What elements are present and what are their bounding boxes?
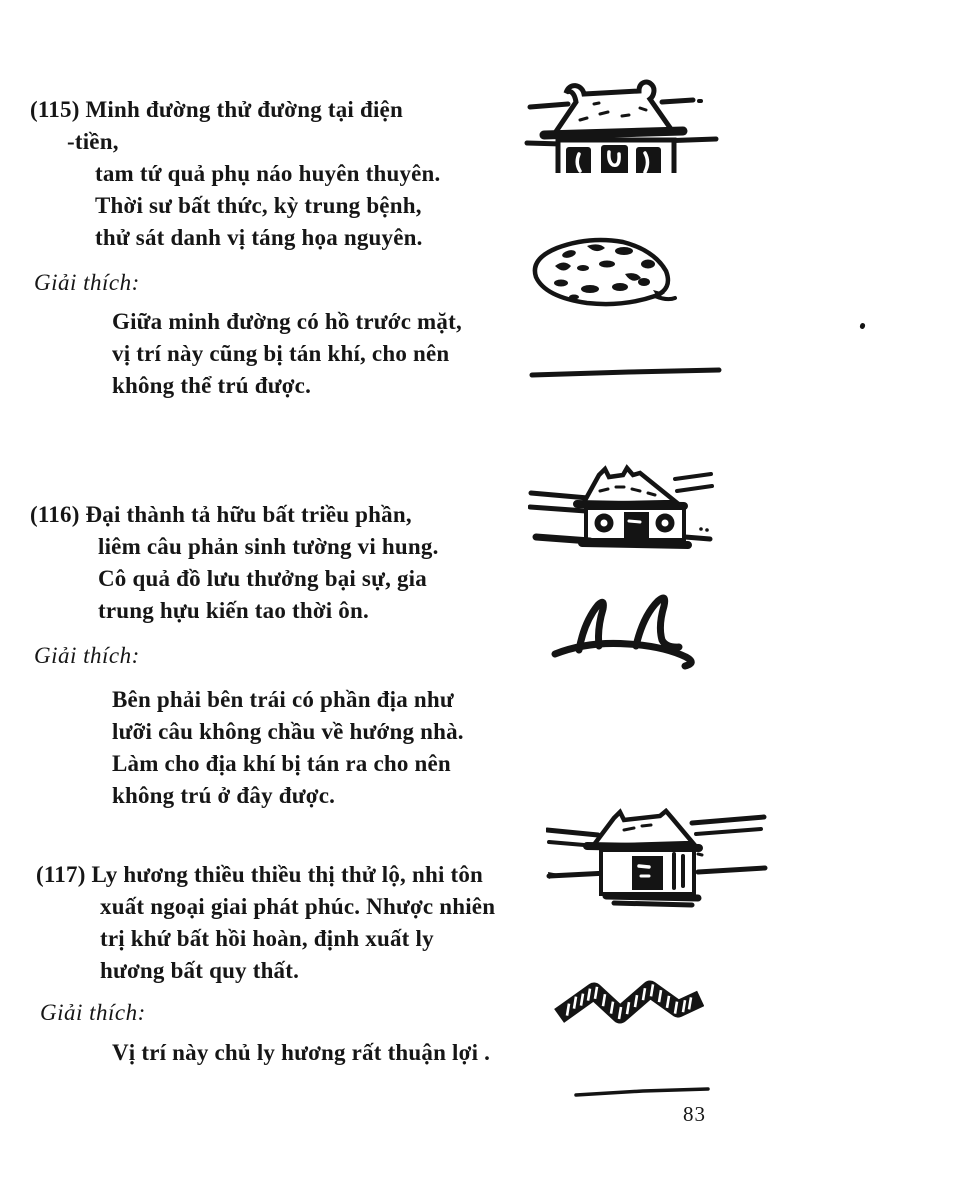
explain-label-117: Giải thích: xyxy=(40,1000,146,1025)
verse-117 xyxy=(36,859,576,987)
verse-line: Cô quả đồ lưu thưởng bại sự, gia xyxy=(98,566,427,591)
explain-label-116: Giải thích: xyxy=(34,643,140,668)
verse-115 xyxy=(30,94,570,254)
explain-line: không thể trú được. xyxy=(112,373,312,398)
explain-line: Làm cho địa khí bị tán ra cho nên xyxy=(112,751,451,776)
explain-label-115: Giải thích: xyxy=(34,270,140,295)
verse-line: xuất ngoại giai phát phúc. Nhược nhiên xyxy=(100,894,496,919)
explain-line: Giữa minh đường có hồ trước mặt, xyxy=(112,309,462,334)
verse-line: thử sát danh vị táng họa nguyên. xyxy=(95,225,423,250)
verse-line: trung hựu kiến tao thời ôn. xyxy=(98,598,369,623)
explanation-116 xyxy=(112,684,572,812)
explain-line: lưỡi câu không chầu về hướng nhà. xyxy=(112,719,464,744)
explain-line: vị trí này cũng bị tán khí, cho nên xyxy=(112,341,450,366)
ink-speck xyxy=(859,322,866,329)
explain-line: Vị trí này chủ ly hương rất thuận lợi . xyxy=(112,1040,491,1065)
verse-line: trị khứ bất hồi hoàn, định xuất ly xyxy=(100,926,434,951)
explain-line: Bên phải bên trái có phần địa như xyxy=(112,687,454,712)
verse-line: tam tứ quả phụ náo huyên thuyên. xyxy=(95,161,441,186)
house-between-roads-illustration-115 xyxy=(524,78,724,173)
road-line-illustration-117 xyxy=(573,1085,713,1099)
house-between-roads-illustration-116 xyxy=(528,463,714,553)
hook-shaped-land-illustration-116 xyxy=(548,584,710,676)
explanation-117 xyxy=(112,1037,572,1069)
verse-line: hương bất quy thất. xyxy=(100,958,300,983)
verse-line: (117) Ly hương thiều thiều thị thử lộ, nhi tôn xyxy=(36,862,484,887)
pond-rock-illustration-115 xyxy=(527,234,682,312)
house-between-roads-illustration-117 xyxy=(546,808,770,908)
zigzag-road-illustration-117 xyxy=(554,975,704,1047)
explain-line: không trú ở đây được. xyxy=(112,783,336,808)
road-line-illustration-115 xyxy=(529,366,724,380)
explanation-115 xyxy=(112,306,572,402)
verse-line: Thời sư bất thức, kỳ trung bệnh, xyxy=(95,193,422,218)
verse-line: (116) Đại thành tả hữu bất triều phần, xyxy=(30,502,412,527)
verse-line: (115) Minh đường thử đường tại điện xyxy=(30,97,403,122)
verse-116 xyxy=(30,499,570,627)
verse-line: liêm câu phản sinh tường vi hung. xyxy=(98,534,439,559)
page-number: 83 xyxy=(683,1102,706,1126)
verse-line: -tiền, xyxy=(67,129,119,154)
